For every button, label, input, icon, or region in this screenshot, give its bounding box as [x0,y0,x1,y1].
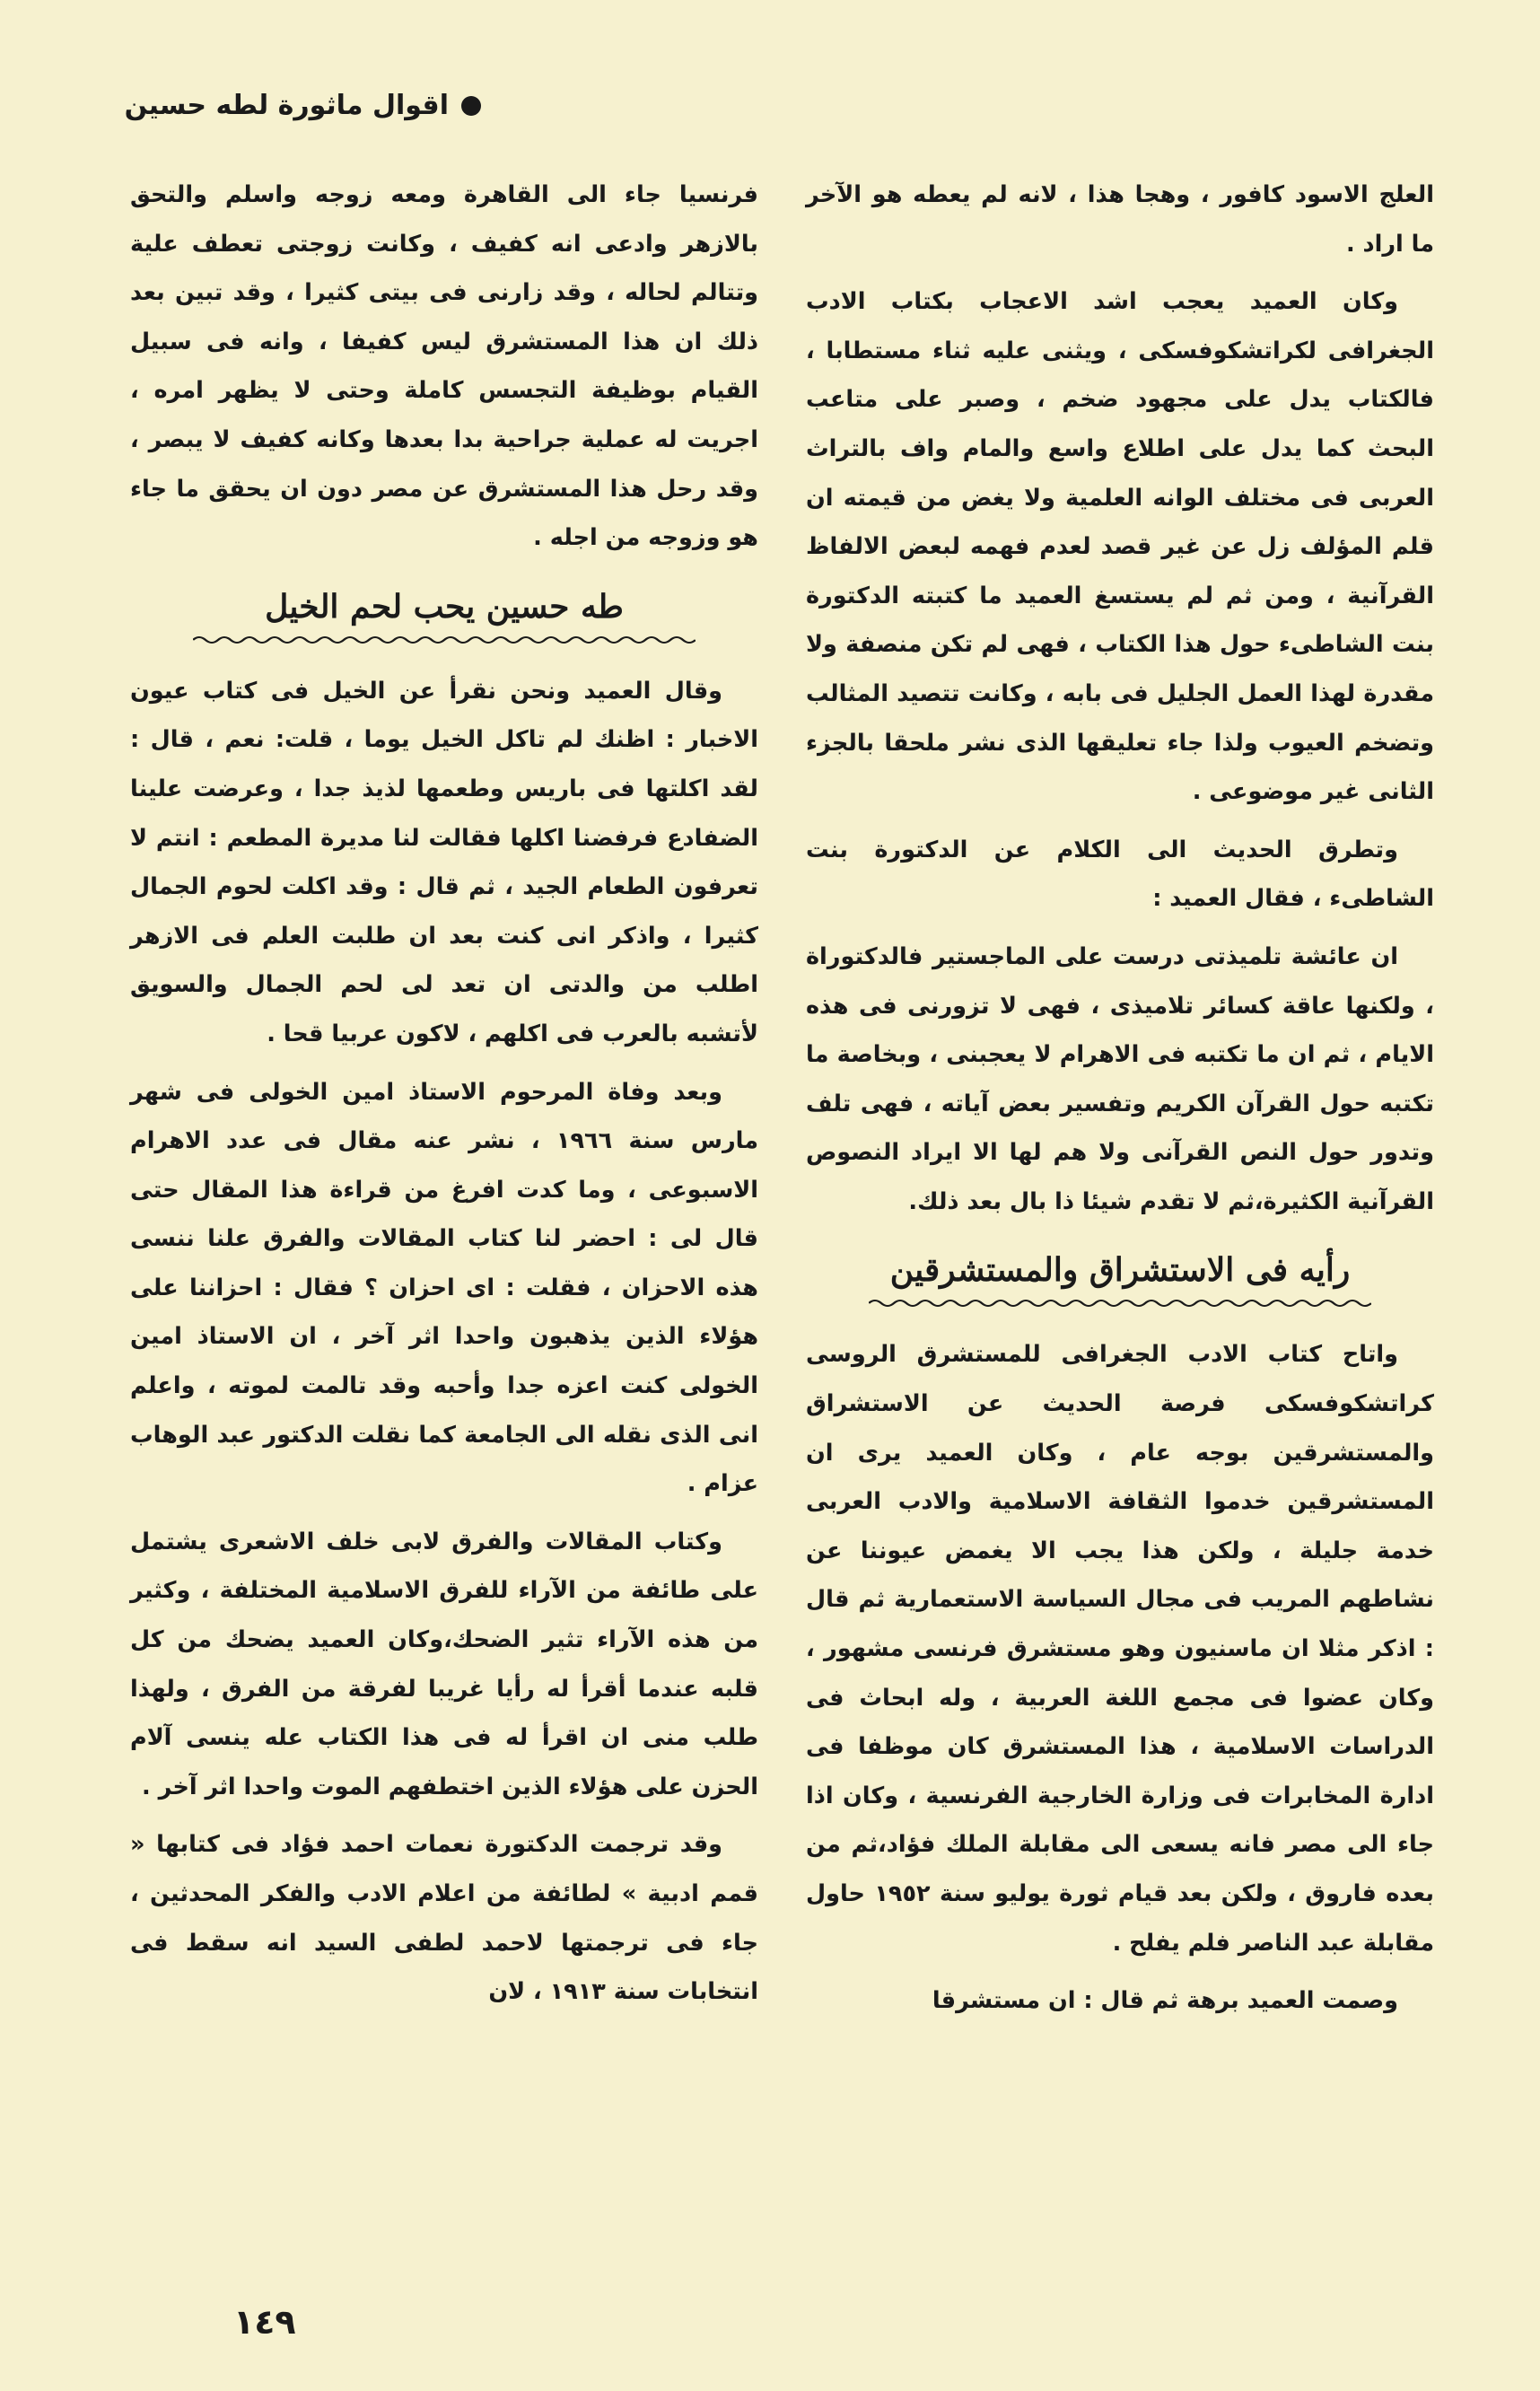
paragraph: وتطرق الحديث الى الكلام عن الدكتورة بنت الشاطىء ، فقال العميد : [806,836,1434,913]
paragraph: وكتاب المقالات والفرق لابى خلف الاشعرى يشتمل على طائفة من الآراء للفرق الاسلامية المختلفة ، وكثير من هذه الآراء تثير الضحك،وكان العميد يضحك من كل قلبه عندما أقرأ له رأيا غريبا لفرقة من الفرق ، ولهذا طلب منى ان اقرأ له فى هذا الكتاب عله ينسى آلام الحزن على هؤلاء الذين اختطفهم الموت واحدا اثر آخر . [130,1528,758,1800]
paragraph: وصمت العميد برهة ثم قال : ان مستشرقا [932,1987,1398,2015]
running-title: اقوال ماثورة لطه حسين [124,90,449,121]
paragraph: فرنسيا جاء الى القاهرة ومعه زوجه واسلم والتحق بالازهر وادعى انه كفيف ، وكانت زوجتى تعطف علية وتتالم لحاله ، وقد زارنى فى بيتى كثيرا ، وقد تبين بعد ذلك ان هذا المستشرق ليس كفيفا ، وانه فى سبيل القيام بوظيفة التجسس كاملة وحتى لا يظهر امره ، اجريت له عملية جراحية بدا بعدها وكانه كفيف لا يبصر ، وقد رحل هذا المستشرق عن مصر دون ان يحقق ما جاء هو وزوجه من اجله . [130,181,758,552]
paragraph: العلج الاسود كافور ، وهجا هذا ، لانه لم يعطه هو الآخر ما اراد . [806,181,1434,258]
paragraph: وبعد وفاة المرحوم الاستاذ امين الخولى فى شهر مارس سنة ١٩٦٦ ، نشر عنه مقال فى عدد الاهرام الاسبوعى ، وما كدت افرغ من قراءة هذا المقال حتى قال لى : احضر لنا كتاب المقالات والفرق علنا ننسى هذه الاحزان ، فقلت : اى احزان ؟ فقال : احزاننا على هؤلاء الذين يذهبون واحدا اثر آخر ، ان الاستاذ امين الخولى كنت اعزه جدا وأحبه وقد تالمت لموته ، واعلم انى الذى نقله الى الجامعة كما نقلت الدكتور عبد الوهاب عزام . [130,1078,758,1498]
paragraph: واتاح كتاب الادب الجغرافى للمستشرق الروسى كراتشكوفسكى فرصة الحديث عن الاستشراق والمستشرقين بوجه عام ، وكان العميد يرى ان المستشرقين خدموا الثقافة الاسلامية والادب العربى خدمة جليلة ، ولكن هذا يجب الا يغمض عيوننا عن نشاطهم المريب فى مجال السياسة الاستعمارية ثم قال : اذكر مثلا ان ماسنيون وهو مستشرق فرنسى مشهور ، وكان عضوا فى مجمع اللغة العربية ، وله ابحاث فى الدراسات الاسلامية ، هذا المستشرق كان موظفا فى ادارة المخابرات فى وزارة الخارجية الفرنسية ، وكان اذا جاء الى مصر فانه يسعى الى مقابلة الملك فؤاد،ثم من بعده فاروق ، ولكن بعد قيام ثورة يوليو سنة ١٩٥٢ حاول مقابلة عبد الناصر فلم يفلح . [806,1341,1434,1957]
paragraph: ان عائشة تلميذتى درست على الماجستير فالدكتوراة ، ولكنها عاقة كسائر تلاميذى ، فهى لا تزورنى فى هذه الايام ، ثم ان ما تكتبه فى الاهرام لا يعجبنى ، وبخاصة ما تكتبه حول القرآن الكريم وتفسير بعض آياته ، فهى تلف وتدور حول النص القرآنى ولا هم لها الا ايراد النصوص القرآنية الكثيرة،ثم لا تقدم شيئا ذا بال بعد ذلك. [806,942,1434,1215]
left-column [130,171,758,2026]
bullet-icon [461,96,481,116]
paragraph: وقال العميد ونحن نقرأ عن الخيل فى كتاب عيون الاخبار : اظنك لم تاكل الخيل يوما ، قلت: نعم ، قال : لقد اكلتها فى باريس وطعمها لذيذ جدا ، وعرضت علينا الضفادع فرفضنا اكلها فقالت لنا مديرة المطعم : انتم لا تعرفون الطعام الجيد ، ثم قال : وقد اكلت لحوم الجمال كثيرا ، واذكر انى كنت بعد ان طلبت العلم فى الازهر اطلب من والدتى ان تعد لى لحم الجمال والسويق لأتشبه بالعرب فى اكلهم ، لاكون عربيا قحا . [130,677,758,1047]
section-heading-text: رأيه فى الاستشراق والمستشرقين [889,1251,1351,1290]
wavy-underline [869,1298,1371,1309]
right-column [806,171,1434,2035]
page-number: ١٤٩ [233,2302,296,2342]
page-header [72,90,481,121]
wavy-underline [193,635,696,645]
section-heading [806,1246,1434,1309]
section-heading-text: طه حسين يحب لحم الخيل [265,587,624,626]
paragraph: وقد ترجمت الدكتورة نعمات احمد فؤاد فى كتابها « قمم ادبية » لطائفة من اعلام الادب والفكر المحدثين ، جاء فى ترجمتها لاحمد لطفى السيد انه سقط فى انتخابات سنة ١٩١٣ ، لان [130,1831,758,2006]
section-heading [130,582,758,645]
paragraph: وكان العميد يعجب اشد الاعجاب بكتاب الادب الجغرافى لكراتشكوفسكى ، ويثنى عليه ثناء مستطابا ، فالكتاب يدل على مجهود ضخم ، وصبر على متاعب البحث كما يدل على اطلاع واسع والمام واف بالتراث العربى فى مختلف الوانه العلمية ولا يغض من قيمته ان قلم المؤلف زل عن غير قصد لعدم فهمه لبعض الالفاظ القرآنية ، ومن ثم لم يستسغ العميد ما كتبته الدكتورة بنت الشاطىء حول هذا الكتاب ، فهى لم تكن منصفة ولا مقدرة لهذا العمل الجليل فى بابه ، وكانت تتصيد المثالب وتضخم العيوب ولذا جاء تعليقها الذى نشر ملحقا بالجزء الثانى غير موضوعى . [806,288,1434,806]
